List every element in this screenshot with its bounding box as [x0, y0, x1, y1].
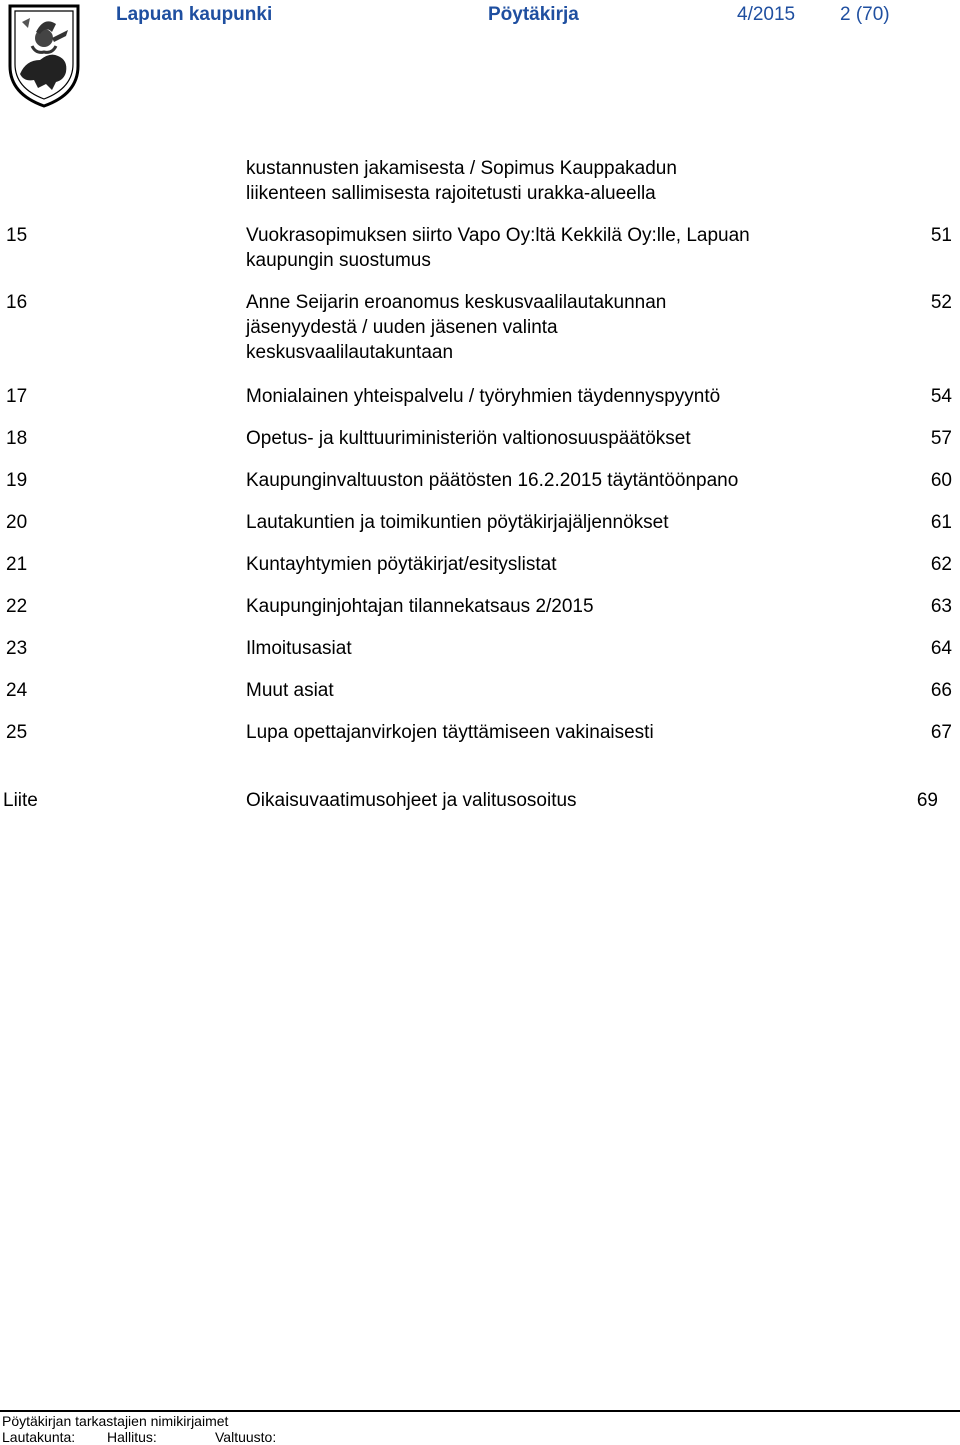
item-title: Opetus- ja kulttuuriministeriön valtionosuuspäätökset	[246, 428, 691, 449]
appendix-page: 69	[916, 790, 938, 811]
item-title	[246, 223, 846, 273]
document-type: Pöytäkirja	[488, 4, 579, 25]
item-title: Monialainen yhteispalvelu / työryhmien täydennyspyyntö	[246, 386, 721, 407]
item-number: 16	[6, 292, 28, 313]
item-title: Lautakuntien ja toimikuntien pöytäkirjajäljennökset	[246, 512, 669, 533]
coat-of-arms-logo	[6, 2, 82, 110]
item-title: Lupa opettajanvirkojen täyttämiseen vakinaisesti	[246, 722, 654, 743]
item-page: 62	[930, 554, 952, 575]
item-number: 19	[6, 470, 28, 491]
meeting-number: 4/2015	[737, 4, 796, 25]
item-title	[246, 290, 846, 365]
item-page: 51	[930, 225, 952, 246]
item-title: Muut asiat	[246, 680, 334, 701]
item-number: 18	[6, 428, 28, 449]
footer-divider	[0, 1410, 960, 1412]
item-page: 64	[930, 638, 952, 659]
item-title-line: Vuokrasopimuksen siirto Vapo Oy:ltä Kekkilä Oy:lle, Lapuan	[246, 225, 750, 246]
item-number: 15	[6, 225, 28, 246]
organization-name: Lapuan kaupunki	[116, 4, 273, 25]
signatures-label: Pöytäkirjan tarkastajien nimikirjaimet	[2, 1413, 229, 1429]
page-counter: 2 (70)	[840, 4, 890, 25]
item-number: 17	[6, 386, 28, 407]
item-page: 60	[930, 470, 952, 491]
continued-line: kustannusten jakamisesta / Sopimus Kauppakadun	[246, 158, 677, 179]
item-page: 66	[930, 680, 952, 701]
item-page: 57	[930, 428, 952, 449]
item-number: 21	[6, 554, 28, 575]
item-page: 52	[930, 292, 952, 313]
item-title: Kaupunginvaltuuston päätösten 16.2.2015 täytäntöönpano	[246, 470, 739, 491]
council-label: Valtuusto:	[215, 1429, 277, 1445]
item-page: 67	[930, 722, 952, 743]
item-number: 22	[6, 596, 28, 617]
item-page: 63	[930, 596, 952, 617]
item-page: 54	[930, 386, 952, 407]
committee-label: Lautakunta:	[2, 1429, 76, 1445]
item-number: 24	[6, 680, 28, 701]
item-page: 61	[930, 512, 952, 533]
item-number: 23	[6, 638, 28, 659]
item-title-line: jäsenyydestä / uuden jäsenen valinta	[246, 317, 558, 338]
item-title: Ilmoitusasiat	[246, 638, 352, 659]
appendix-title: Oikaisuvaatimusohjeet ja valitusosoitus	[246, 790, 577, 811]
appendix-label: Liite	[3, 790, 38, 811]
item-title-line: kaupungin suostumus	[246, 250, 431, 271]
item-title-line: Anne Seijarin eroanomus keskusvaalilautakunnan	[246, 292, 667, 313]
continued-item-text	[246, 156, 677, 206]
item-number: 20	[6, 512, 28, 533]
item-title-line: keskusvaalilautakuntaan	[246, 342, 454, 363]
item-number: 25	[6, 722, 28, 743]
continued-line: liikenteen sallimisesta rajoitetusti urakka-alueella	[246, 183, 656, 204]
item-title: Kuntayhtymien pöytäkirjat/esityslistat	[246, 554, 557, 575]
item-title: Kaupunginjohtajan tilannekatsaus 2/2015	[246, 596, 594, 617]
footer-fields	[2, 1430, 276, 1445]
board-label: Hallitus:	[107, 1429, 157, 1445]
